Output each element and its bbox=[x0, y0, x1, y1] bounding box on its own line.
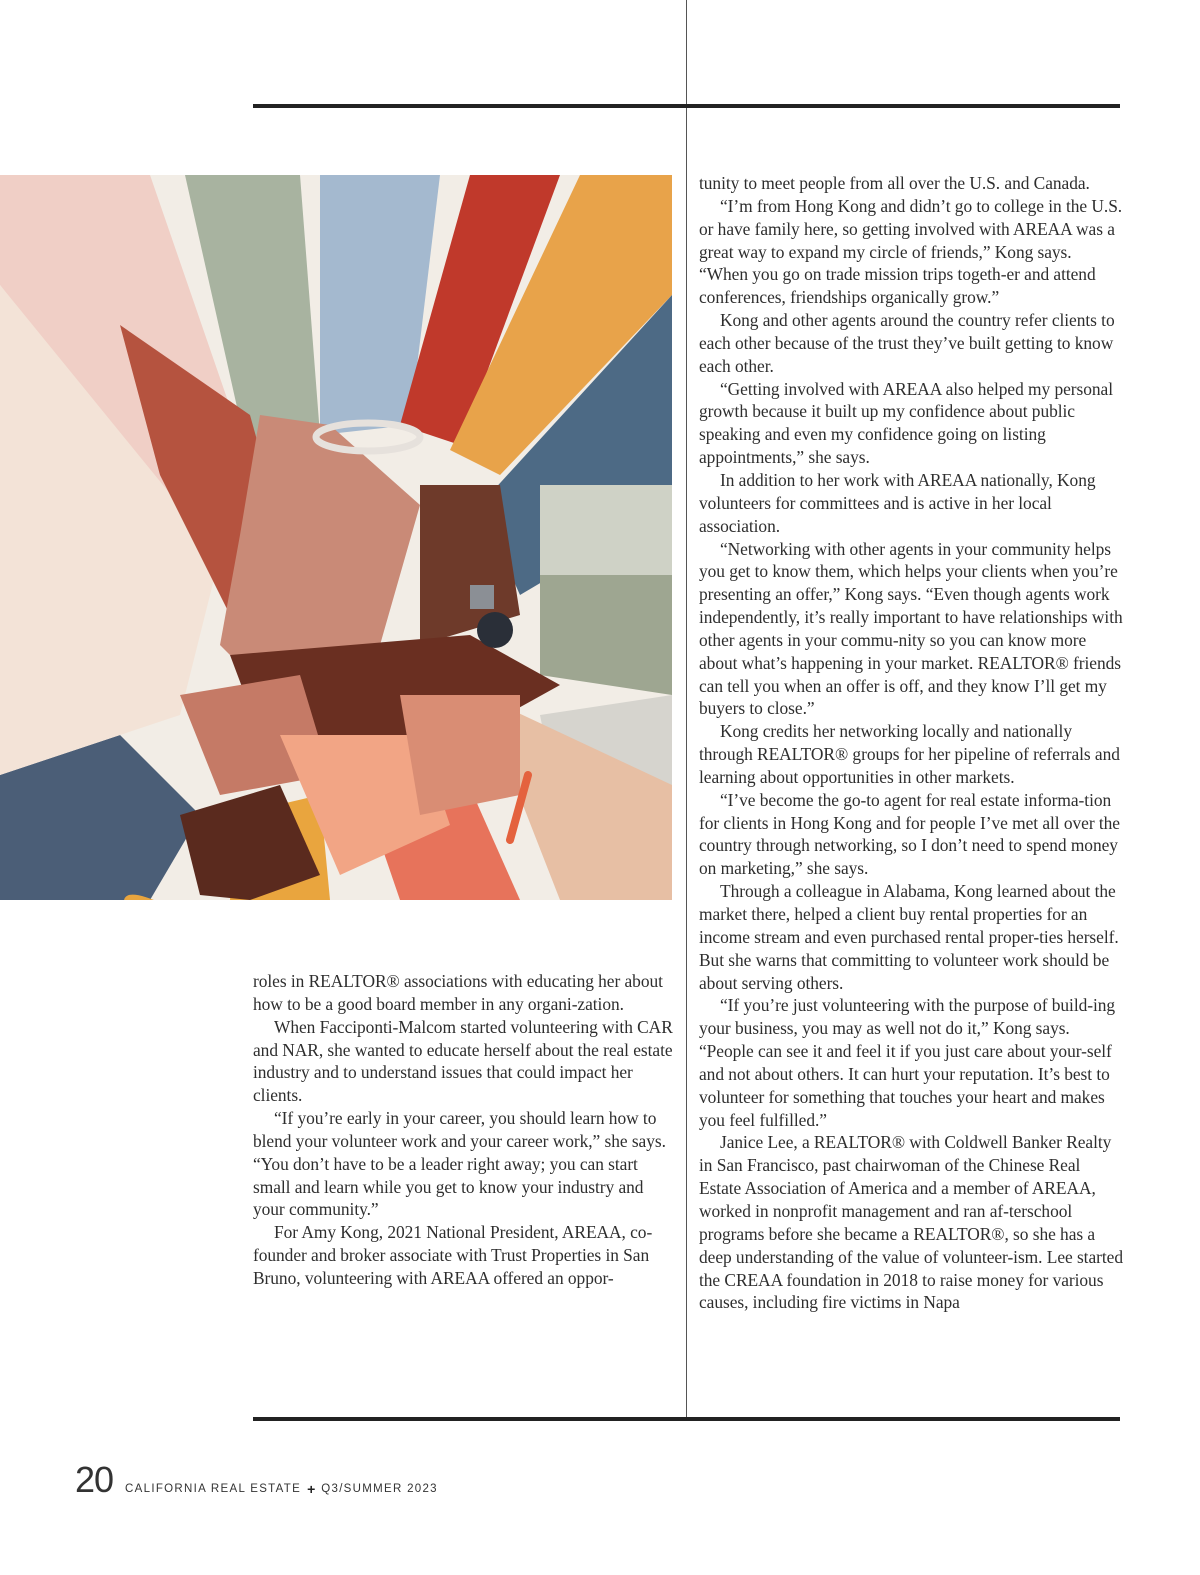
right-text-column bbox=[699, 172, 1124, 1314]
paragraph: “If you’re early in your career, you should learn how to blend your volunteer work and your career work,” she says. “You don’t have to be a leader right away; you can start small and learn while you get to know your industry and your community.” bbox=[253, 1108, 666, 1220]
paragraph: roles in REALTOR® associations with educating her about how to be a good board member in any organi-zation. bbox=[253, 971, 663, 1014]
paragraph: For Amy Kong, 2021 National President, AREAA, co-founder and broker associate with Trust Properties in San Bruno, volunteering with AREAA offered an oppor- bbox=[253, 1222, 653, 1288]
paragraph: “Getting involved with AREAA also helped my personal growth because it built up my confidence about public speaking and even my confidence going on listing appointments,” she says. bbox=[699, 378, 1113, 468]
paragraph: Through a colleague in Alabama, Kong learned about the market there, helped a client buy rental properties for an income stream and even purchased rental proper-ties herself. But she warns that committing to volunteer work should be about serving others. bbox=[699, 881, 1119, 993]
paragraph: “I’m from Hong Kong and didn’t go to college in the U.S. or have family here, so getting involved with AREAA was a great way to expand my circle of friends,” Kong says. “When you go on trade mission trips togeth-er and attend conferences, friendships organically grow.” bbox=[699, 195, 1123, 308]
paragraph: Kong credits her networking locally and nationally through REALTOR® groups for her pipeline of referrals and learning about opportunities in other markets. bbox=[699, 721, 1120, 787]
top-rule bbox=[253, 104, 1120, 108]
paragraph: “Networking with other agents in your community helps you get to know them, which helps your clients when you’re presenting an offer,” Kong says. “Even though agents work independently, it’s really important to have relationships with other agents in your commu-nity so you can know more about what’s happening in your market. REALTOR® friends can tell you when an offer is off, and they know I’ll get my buyers to close.” bbox=[699, 538, 1123, 719]
bottom-rule bbox=[253, 1417, 1120, 1421]
page-footer bbox=[75, 1458, 438, 1498]
page-number: 20 bbox=[75, 1459, 114, 1500]
magazine-title: CALIFORNIA REAL ESTATE bbox=[125, 1483, 302, 1495]
paragraph: When Facciponti-Malcom started volunteering with CAR and NAR, she wanted to educate herself about the real estate industry and to understand issues that could impact her clients. bbox=[253, 1016, 673, 1106]
paragraph: In addition to her work with AREAA nationally, Kong volunteers for committees and is active in her local association. bbox=[699, 469, 1096, 536]
paragraph: Kong and other agents around the country refer clients to each other because of the trust they’ve built getting to know each other. bbox=[699, 310, 1115, 376]
paragraph: “If you’re just volunteering with the purpose of build-ing your business, you may as well not do it,” Kong says. “People can see it and feel it if you just care about your-self and not about others. It can hurt your reputation. It’s best to volunteer for something that touches your heart and makes you feel fulfilled.” bbox=[699, 995, 1116, 1130]
paragraph: Janice Lee, a REALTOR® with Coldwell Banker Realty in San Francisco, past chairwoman of the Chinese Real Estate Association of America and a member of AREAA, worked in nonprofit management and ran af-terschool programs before she became a REALTOR®, so she has a deep understanding of the value of volunteer-ism. Lee started the CREAA foundation in 2018 to raise money for various causes, including fire victims in Napa bbox=[699, 1132, 1123, 1313]
issue-label: Q3/SUMMER 2023 bbox=[321, 1483, 438, 1495]
paragraph: “I’ve become the go-to agent for real estate informa-tion for clients in Hong Kong and for people I’ve met all over the country through networking, so I don’t need to spend money on marketing,” she says. bbox=[699, 789, 1120, 879]
paragraph: tunity to meet people from all over the U.S. and Canada. bbox=[699, 173, 1090, 193]
left-text-column bbox=[253, 970, 678, 1290]
plus-separator: + bbox=[307, 1481, 316, 1497]
hands-illustration bbox=[0, 175, 672, 900]
column-divider bbox=[686, 0, 687, 1419]
